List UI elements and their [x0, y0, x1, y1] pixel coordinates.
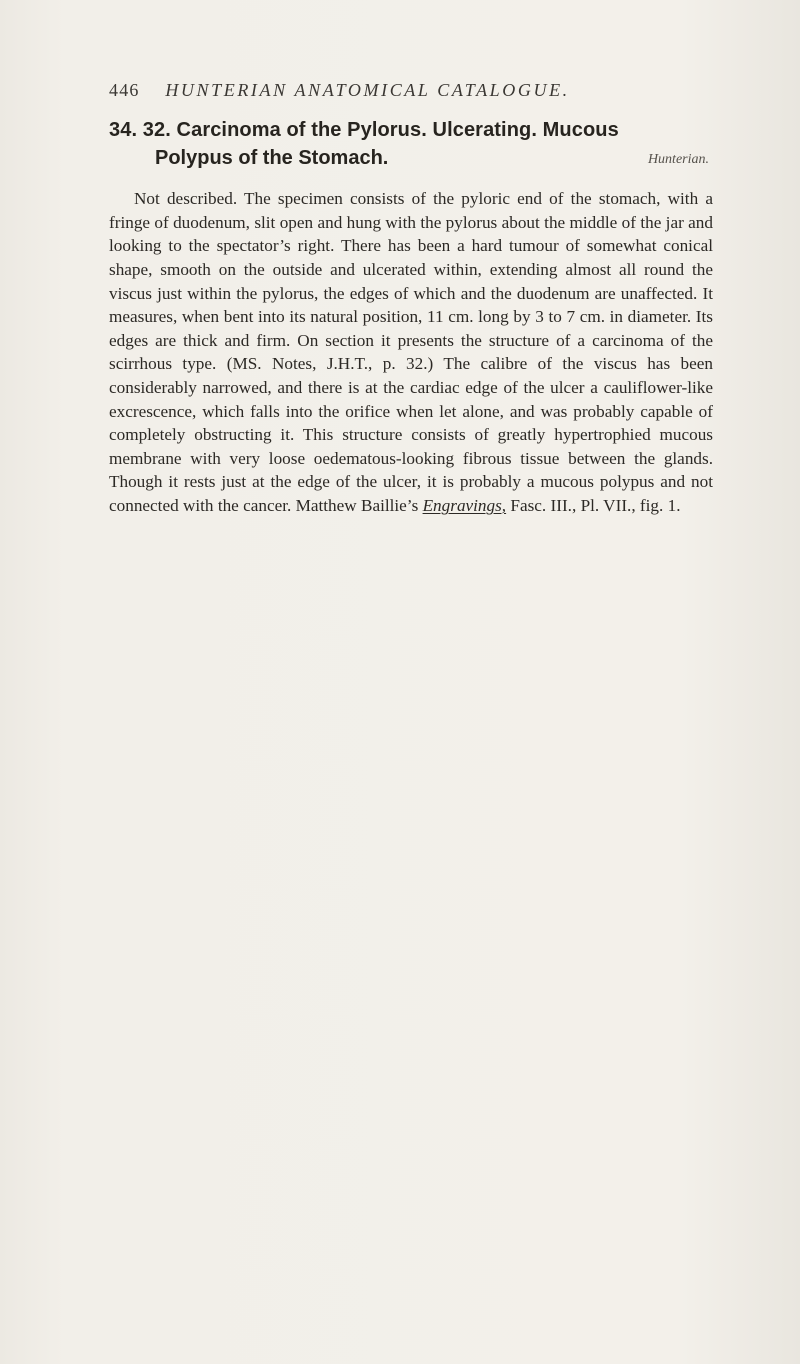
entry-heading-line-1 — [109, 116, 709, 144]
entry-title-part-1: Carcinoma of the Pylorus. Ulcerating. Mucous — [176, 119, 619, 141]
page-number: 446 — [109, 80, 140, 100]
reference-title: Engravings, — [422, 495, 507, 515]
entry-heading-line-2 — [109, 144, 709, 172]
description-text: Not described. The specimen consists of the pyloric end of the stomach, with a fringe of duodenum, slit open and hung with the pylorus about the middle of the jar and looking to the spectator’s right. There has been a hard tumour of somewhat conical shape, smooth on the outside and ulcerated within, extending almost all round the viscus just within the pylorus, the edges of which and the duodenum are unaffected. It measures, when bent into its natural position, 11 cm. long by 3 to 7 cm. in diameter. Its edges are thick and firm. On section it presents the structure of a carcinoma of the scirrhous type. (MS. Notes, J.H.T., p. 32.) The calibre of the viscus has been considerably narrowed, and there is at the cardiac edge of the ulcer a cauliflower-like excrescence, which falls into the orifice when let alone, and was probably capable of completely obstructing it. This structure consists of greatly hypertrophied mucous membrane with very loose oedematous-looking fibrous tissue between the glands. Though it rests just at the edge of the ulcer, it is probably a mucous polypus and not connected with the cancer. Matthew Baillie’s — [109, 189, 713, 515]
entry-heading — [109, 116, 709, 172]
collection-label: Hunterian. — [647, 152, 709, 167]
entry-description — [109, 187, 713, 517]
page-header — [109, 80, 689, 101]
reference-detail: Fasc. III., Pl. VII., fig. 1. — [506, 495, 681, 515]
entry-number: 34. 32. — [109, 119, 171, 141]
running-title: HUNTERIAN ANATOMICAL CATALOGUE. — [165, 80, 570, 100]
entry-title-part-2: Polypus of the Stomach. — [155, 147, 389, 169]
